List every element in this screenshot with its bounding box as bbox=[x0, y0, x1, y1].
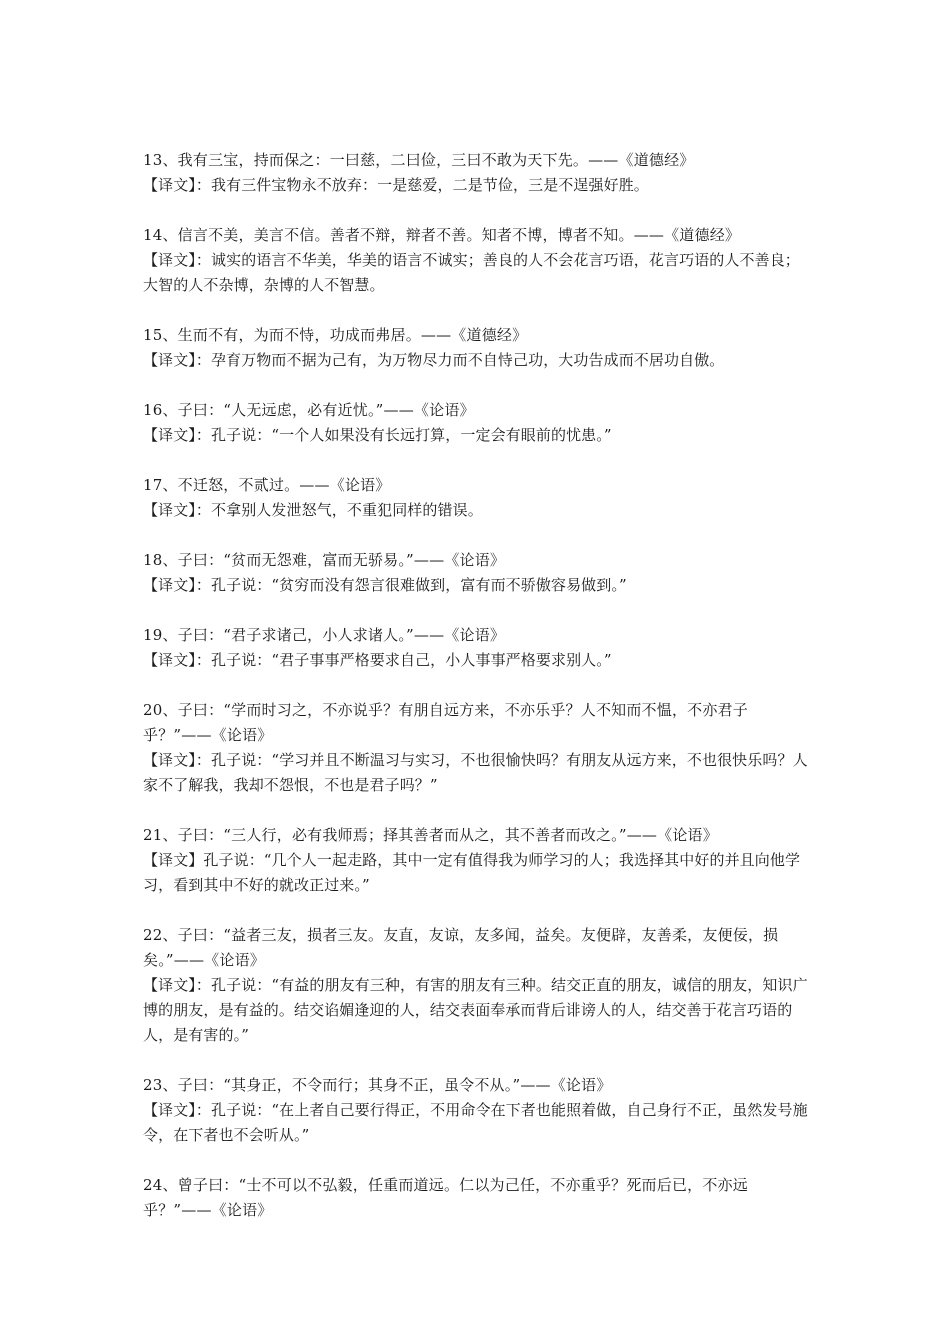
translation-line: 【译文】：我有三件宝物永不放弃：一是慈爱，二是节俭，三是不逞强好胜。 bbox=[143, 176, 649, 194]
entry-15 bbox=[143, 323, 809, 373]
translation-line: 【译文】：孔子说：“学习并且不断温习与实习，不也很愉快吗？有朋友从远方来，不也很快乐吗？人家不了解我，我却不怨恨，不也是君子吗？” bbox=[143, 751, 808, 794]
translation-line: 【译文】：孔子说：“贫穷而没有怨言很难做到，富有而不骄傲容易做到。” bbox=[143, 576, 627, 594]
entry-19 bbox=[143, 623, 809, 673]
quote-line: 23、子曰：“其身正，不令而行；其身不正，虽令不从。”——《论语》 bbox=[143, 1076, 612, 1094]
quote-line: 19、子曰：“君子求诸己，小人求诸人。”——《论语》 bbox=[143, 626, 506, 644]
quote-line: 13、我有三宝，持而保之：一曰慈，二曰俭，三曰不敢为天下先。——《道德经》 bbox=[143, 151, 695, 169]
quote-line: 22、子曰：“益者三友，损者三友。友直，友谅，友多闻，益矣。友便辟，友善柔，友便佞，损矣。”——《论语》 bbox=[143, 926, 779, 969]
quote-line: 24、曾子曰：“士不可以不弘毅，任重而道远。仁以为己任，不亦重乎？死而后已，不亦远乎？”——《论语》 bbox=[143, 1176, 748, 1219]
translation-line: 【译文】：诚实的语言不华美，华美的语言不诚实；善良的人不会花言巧语，花言巧语的人不善良；大智的人不杂博，杂博的人不智慧。 bbox=[143, 251, 800, 294]
translation-line: 【译文】：孔子说：“君子事事严格要求自己，小人事事严格要求别人。” bbox=[143, 651, 612, 669]
entry-20 bbox=[143, 698, 809, 798]
translation-line: 【译文】：孔子说：“在上者自己要行得正，不用命令在下者也能照着做，自己身行不正，虽然发号施令，在下者也不会听从。” bbox=[143, 1101, 808, 1144]
translation-line: 【译文】：不拿别人发泄怒气，不重犯同样的错误。 bbox=[143, 501, 483, 519]
entry-23 bbox=[143, 1073, 809, 1148]
quote-line: 18、子曰：“贫而无怨难，富而无骄易。”——《论语》 bbox=[143, 551, 506, 569]
entry-22 bbox=[143, 923, 809, 1048]
quote-line: 17、不迁怒，不贰过。——《论语》 bbox=[143, 476, 391, 494]
translation-line: 【译文】：孔子说：“一个人如果没有长远打算，一定会有眼前的忧患。” bbox=[143, 426, 612, 444]
entry-13 bbox=[143, 148, 809, 198]
translation-line: 【译文】：孔子说：“有益的朋友有三种，有害的朋友有三种。结交正直的朋友，诚信的朋友，知识广博的朋友，是有益的。结交谄媚逢迎的人，结交表面奉承而背后诽谤人的人，结交善于花言巧语的人，是有害的。” bbox=[143, 976, 808, 1044]
entry-21 bbox=[143, 823, 809, 898]
entry-17 bbox=[143, 473, 809, 523]
quote-line: 21、子曰：“三人行，必有我师焉；择其善者而从之，其不善者而改之。”——《论语》 bbox=[143, 826, 718, 844]
entry-18 bbox=[143, 548, 809, 598]
document-body bbox=[143, 148, 809, 1248]
entry-14 bbox=[143, 223, 809, 298]
quote-line: 16、子曰：“人无远虑，必有近忧。”——《论语》 bbox=[143, 401, 475, 419]
quote-line: 15、生而不有，为而不恃，功成而弗居。——《道德经》 bbox=[143, 326, 528, 344]
translation-line: 【译文】孔子说：“几个人一起走路，其中一定有值得我为师学习的人；我选择其中好的并且向他学习，看到其中不好的就改正过来。” bbox=[143, 851, 801, 894]
entry-16 bbox=[143, 398, 809, 448]
quote-line: 20、子曰：“学而时习之，不亦说乎？有朋自远方来，不亦乐乎？人不知而不愠，不亦君子乎？”——《论语》 bbox=[143, 701, 748, 744]
entry-24 bbox=[143, 1173, 809, 1223]
translation-line: 【译文】：孕育万物而不据为己有，为万物尽力而不自恃己功，大功告成而不居功自傲。 bbox=[143, 351, 725, 369]
quote-line: 14、信言不美，美言不信。善者不辩，辩者不善。知者不博，博者不知。——《道德经》 bbox=[143, 226, 741, 244]
